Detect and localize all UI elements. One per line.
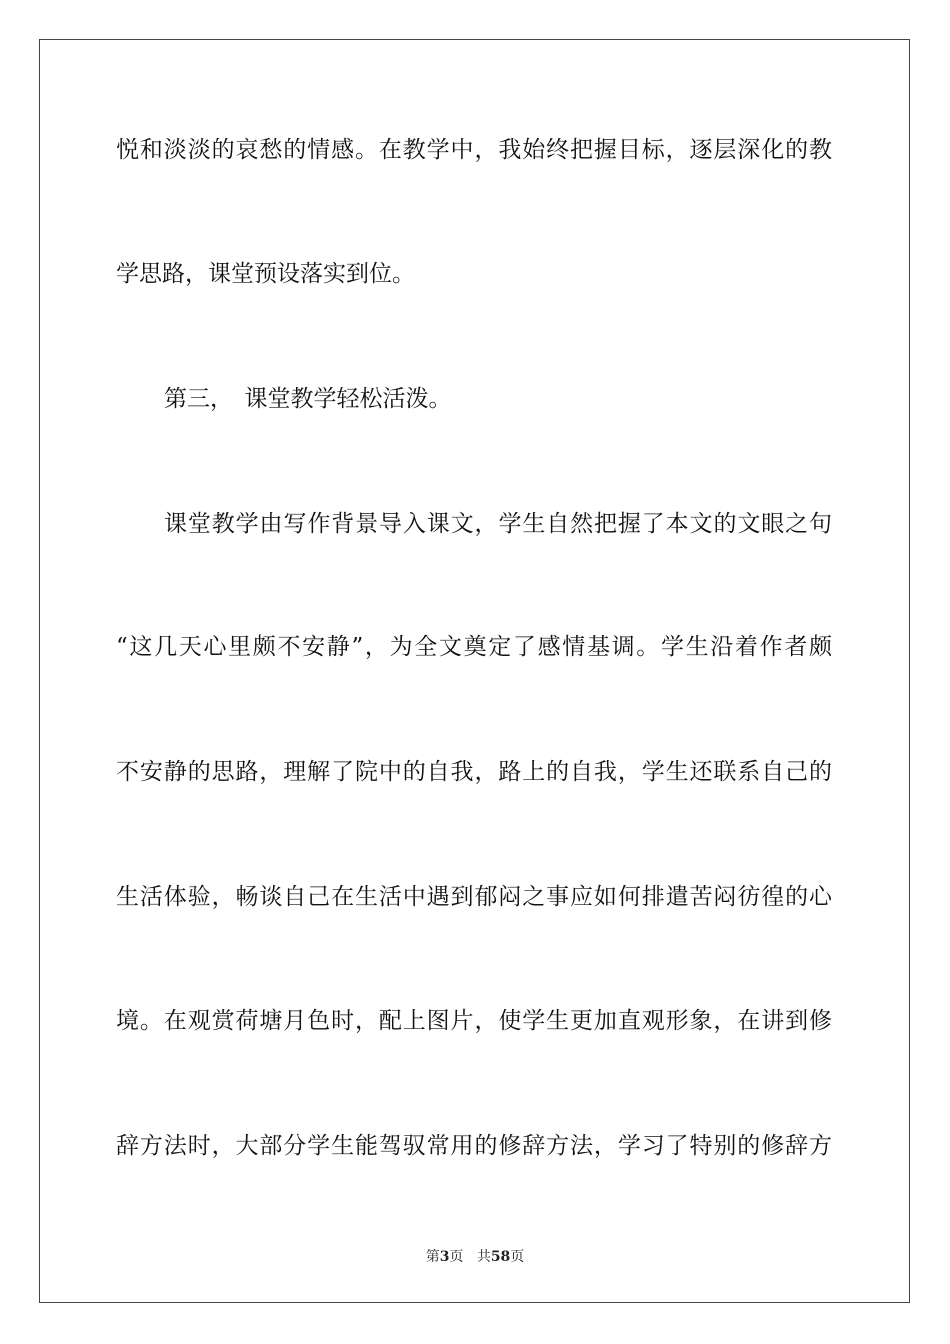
total-pages: 58: [490, 1249, 511, 1265]
body-text-line-2: 学思路，课堂预设落实到位。: [116, 261, 415, 287]
page-footer: [0, 1248, 950, 1266]
body-text-line-1: 悦和淡淡的哀愁的情感。在教学中，我始终把握目标，逐层深化的教: [116, 137, 832, 163]
section-heading: 第三， 课堂教学轻松活泼。: [164, 386, 452, 412]
body-text-line-8: 境。在观赏荷塘月色时，配上图片，使学生更加直观形象，在讲到修: [116, 1008, 832, 1034]
page-border: [39, 39, 910, 1303]
body-text-line-5: “这几天心里颇不安静”，为全文奠定了感情基调。学生沿着作者颇: [116, 634, 832, 660]
page-number: 3: [439, 1249, 450, 1265]
page-prefix: 第: [425, 1249, 440, 1265]
total-suffix: 页: [510, 1249, 525, 1265]
body-text-line-6: 不安静的思路，理解了院中的自我，路上的自我，学生还联系自己的: [116, 759, 832, 785]
body-text-line-9: 辞方法时，大部分学生能驾驭常用的修辞方法，学习了特别的修辞方: [116, 1133, 832, 1159]
total-prefix: 共: [476, 1249, 491, 1265]
body-text-line-4: 课堂教学由写作背景导入课文，学生自然把握了本文的文眼之句: [164, 511, 832, 537]
page-suffix: 页: [449, 1249, 464, 1265]
body-text-line-7: 生活体验，畅谈自己在生活中遇到郁闷之事应如何排遣苦闷彷徨的心: [116, 884, 832, 910]
